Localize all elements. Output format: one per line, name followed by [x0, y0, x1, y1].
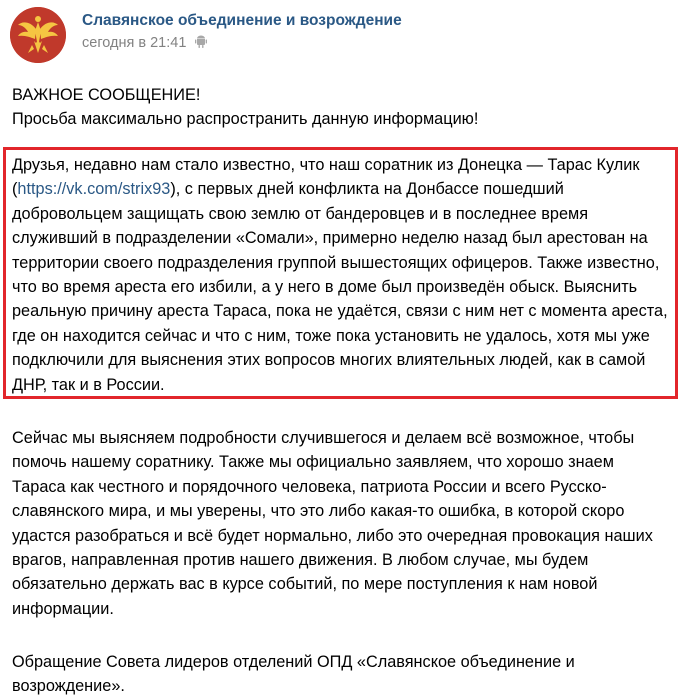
paragraph-line-with-link: [12, 177, 678, 201]
paragraph-line: помочь нашему соратнику. Также мы официально заявляем, что хорошо знаем: [12, 453, 614, 472]
text-fragment: (: [12, 180, 18, 199]
important-notice: [12, 83, 678, 132]
post-time[interactable]: сегодня в 21:41: [82, 35, 187, 51]
post-meta: [82, 35, 207, 51]
text-fragment: ), с первых дней конфликта на Донбассе пошедший: [170, 180, 564, 199]
paragraph-line: информации.: [12, 599, 114, 618]
paragraph-line: возрождение».: [12, 677, 125, 696]
group-avatar[interactable]: [10, 7, 66, 63]
statement-paragraph: [12, 426, 678, 621]
group-name-link[interactable]: Славянское объединение и возрождение: [82, 12, 402, 29]
golden-bird-emblem-icon: [10, 7, 66, 63]
paragraph-line: что во время ареста его избили, а у него в доме был произведён обыск. Выяснить: [12, 277, 638, 296]
highlighted-paragraph: [12, 153, 678, 397]
paragraph-line: реальную причину ареста Тараса, пока не удаётся, связи с ним нет с момента ареста,: [12, 302, 668, 321]
profile-link[interactable]: https://vk.com/strix93: [17, 180, 171, 199]
paragraph-line: Сейчас мы выясняем подробности случившегося и делаем всё возможное, чтобы: [12, 429, 635, 447]
paragraph-line: ДНР, так и в России.: [12, 375, 165, 394]
post-header: [10, 7, 670, 59]
paragraph-line: обязательно держать вас в курсе событий, по мере поступления к нам новой: [12, 575, 598, 594]
paragraph-line: врагов, направленная против нашего движения. В любом случае, мы будем: [12, 550, 589, 569]
signature-paragraph: [12, 650, 678, 699]
paragraph-line: Обращение Совета лидеров отделений ОПД «Славянское объединение и: [12, 653, 575, 671]
android-icon: [195, 35, 207, 48]
paragraph-line: подключили для выяснения этих вопросов многих влиятельных людей, как в самой: [12, 351, 646, 370]
paragraph-line: где он находится сейчас и что с ним, тоже пока установить не удалось, хотя мы уже: [12, 326, 650, 345]
paragraph-line: служивший в подразделении «Сомали», примерно неделю назад был арестован на: [12, 229, 648, 248]
paragraph-line: удастся разобраться и всё будет нормально, либо это очередная провокация наших: [12, 526, 653, 545]
notice-heading: ВАЖНОЕ СООБЩЕНИЕ!: [12, 86, 201, 104]
notice-request: Просьба максимально распространить данную информацию!: [12, 110, 479, 129]
paragraph-line: Тараса как честного и порядочного человека, патриота России и всего Русско-: [12, 477, 607, 496]
paragraph-line: славянского мира, и мы уверены, что это либо какая-то ошибка, в которой скоро: [12, 502, 625, 521]
paragraph-line: Друзья, недавно нам стало известно, что наш соратник из Донецка — Тарас Кулик: [12, 156, 640, 174]
paragraph-line: добровольцем защищать свою землю от бандеровцев и в последнее время: [12, 204, 589, 223]
paragraph-line: территории своего подразделения группой вышестоящих офицеров. Также известно,: [12, 253, 660, 272]
